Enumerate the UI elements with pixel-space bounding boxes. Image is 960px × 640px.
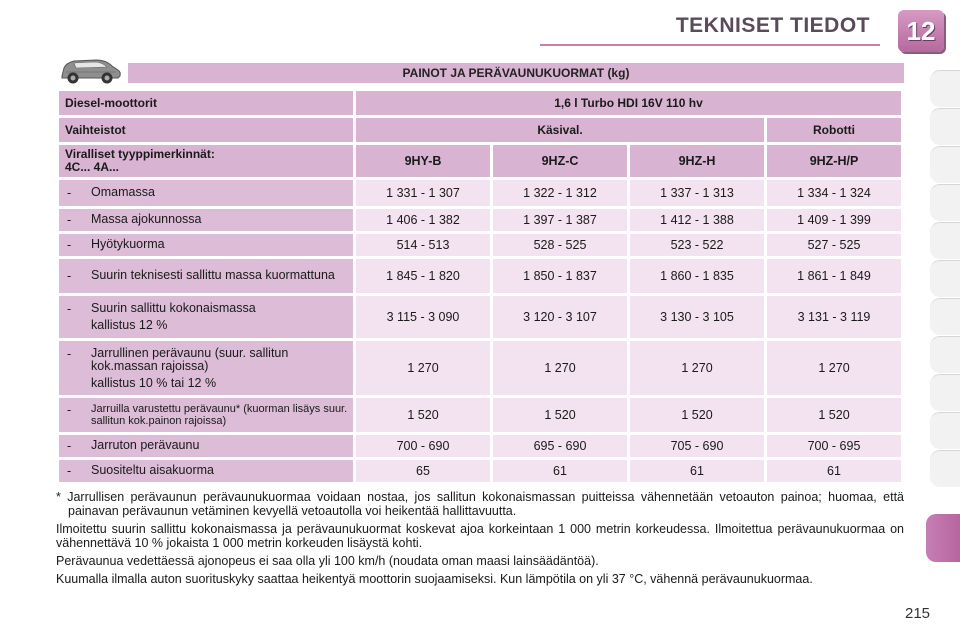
table-cell: 1 409 - 1 399 bbox=[767, 209, 901, 231]
table-cell: 61 bbox=[630, 460, 764, 482]
row-dash: - bbox=[67, 464, 72, 478]
row-label bbox=[59, 259, 353, 293]
row-label-text: Suurin sallittu kokonaismassa bbox=[91, 301, 256, 315]
row-label-text: Suurin teknisesti sallittu massa kuormattuna bbox=[91, 268, 335, 282]
row-label-text: Jarruton perävaunu bbox=[91, 438, 200, 452]
page-title: TEKNISET TIEDOT bbox=[675, 14, 870, 37]
table-row bbox=[59, 234, 901, 256]
row-dash: - bbox=[67, 238, 72, 252]
table-cell: 1 845 - 1 820 bbox=[356, 259, 490, 293]
row-label bbox=[59, 435, 353, 457]
row-dash: - bbox=[67, 346, 72, 361]
row-sub-label: kallistus 10 % tai 12 % bbox=[91, 375, 217, 390]
row-dash: - bbox=[67, 269, 72, 283]
table-cell: 1 270 bbox=[493, 341, 627, 395]
row-dash: - bbox=[67, 439, 72, 453]
table-cell: 1 397 - 1 387 bbox=[493, 209, 627, 231]
table-cell: 527 - 525 bbox=[767, 234, 901, 256]
table-cell: 1 270 bbox=[630, 341, 764, 395]
type-code: 9HY-B bbox=[356, 145, 490, 177]
notes bbox=[56, 490, 904, 590]
table-row bbox=[59, 209, 901, 231]
table-cell: 1 322 - 1 312 bbox=[493, 180, 627, 206]
table-cell: 1 520 bbox=[630, 398, 764, 432]
table-cell: 528 - 525 bbox=[493, 234, 627, 256]
row-label bbox=[59, 209, 353, 231]
engine-label: Diesel-moottorit bbox=[59, 91, 353, 115]
row-label-text: Massa ajokunnossa bbox=[91, 212, 202, 226]
table-cell: 65 bbox=[356, 460, 490, 482]
row-dash: - bbox=[67, 213, 72, 227]
row-label bbox=[59, 234, 353, 256]
type-label bbox=[59, 145, 353, 177]
table-cell: 3 131 - 3 119 bbox=[767, 296, 901, 338]
table-row bbox=[59, 398, 901, 432]
gearbox-row bbox=[59, 118, 901, 142]
table-row bbox=[59, 296, 901, 338]
row-label bbox=[59, 341, 353, 395]
table-cell: 1 331 - 1 307 bbox=[356, 180, 490, 206]
row-label-text: Jarruilla varustettu perävaunu* (kuorman lisäys suur. sallitun kok.painon rajoissa) bbox=[91, 403, 348, 427]
table-row bbox=[59, 259, 901, 293]
table-cell: 3 115 - 3 090 bbox=[356, 296, 490, 338]
chapter-tab[interactable] bbox=[930, 108, 960, 145]
section-title: PAINOT JA PERÄVAUNUKUORMAT (kg) bbox=[128, 63, 904, 83]
chapter-tab[interactable] bbox=[930, 374, 960, 411]
footnote: * Jarrullisen perävaunun perävaunukuormaa voidaan nostaa, jos sallitun kokonaismassan puitteissa vähennetään vetoauton painoa; huomaa, että painavan perävaunun vetäminen kevyellä vetoautolla voi heikentää hallittavuutta. bbox=[56, 490, 904, 518]
chapter-tab[interactable] bbox=[930, 260, 960, 297]
row-dash: - bbox=[67, 302, 72, 316]
header-rule bbox=[540, 44, 880, 46]
chapter-badge: 12 bbox=[898, 10, 944, 52]
table-cell: 1 520 bbox=[767, 398, 901, 432]
table-row bbox=[59, 460, 901, 482]
table-cell: 695 - 690 bbox=[493, 435, 627, 457]
type-label-line1: Viralliset tyyppimerkinnät: bbox=[65, 147, 215, 161]
table-cell: 1 270 bbox=[356, 341, 490, 395]
row-label bbox=[59, 398, 353, 432]
chapter-tab[interactable] bbox=[930, 412, 960, 449]
chapter-tabs bbox=[926, 70, 960, 570]
row-sub-label: kallistus 12 % bbox=[91, 318, 168, 332]
table-cell: 1 520 bbox=[493, 398, 627, 432]
car-icon bbox=[56, 54, 122, 86]
table-cell: 3 120 - 3 107 bbox=[493, 296, 627, 338]
type-code: 9HZ-H bbox=[630, 145, 764, 177]
chapter-tab[interactable] bbox=[930, 298, 960, 335]
table-cell: 1 412 - 1 388 bbox=[630, 209, 764, 231]
table-cell: 523 - 522 bbox=[630, 234, 764, 256]
table-cell: 1 334 - 1 324 bbox=[767, 180, 901, 206]
chapter-tab[interactable] bbox=[930, 70, 960, 107]
table-cell: 1 406 - 1 382 bbox=[356, 209, 490, 231]
chapter-tab[interactable] bbox=[930, 450, 960, 487]
row-label bbox=[59, 460, 353, 482]
row-dash: - bbox=[67, 186, 72, 200]
table-row bbox=[59, 435, 901, 457]
table-cell: 1 270 bbox=[767, 341, 901, 395]
note-heat: Kuumalla ilmalla auton suorituskyky saattaa heikentyä moottorin suojaamiseksi. Kun lämpötila on yli 37 °C, vähennä perävaunukuormaa. bbox=[56, 572, 813, 586]
note-altitude: Ilmoitettu suurin sallittu kokonaismassa ja perävaunukuormat koskevat ajoa korkeintaan 1 000 metrin korkeudessa. Ilmoitettua perävaunukuormaa on vähennettävä 10 % jokaista 1 000 metrin korkeuden lisäystä kohti. bbox=[56, 522, 904, 550]
type-row bbox=[59, 145, 901, 177]
type-label-line2: 4C... 4A... bbox=[65, 160, 120, 174]
chapter-tab[interactable] bbox=[930, 184, 960, 221]
table-cell: 705 - 690 bbox=[630, 435, 764, 457]
table-cell: 1 520 bbox=[356, 398, 490, 432]
table-cell: 700 - 690 bbox=[356, 435, 490, 457]
page-number: 215 bbox=[905, 605, 931, 622]
table-cell: 1 850 - 1 837 bbox=[493, 259, 627, 293]
table-cell: 514 - 513 bbox=[356, 234, 490, 256]
table-row bbox=[59, 180, 901, 206]
chapter-tab[interactable] bbox=[930, 336, 960, 373]
table-cell: 61 bbox=[493, 460, 627, 482]
table-cell: 61 bbox=[767, 460, 901, 482]
row-label bbox=[59, 296, 353, 338]
gearbox-label: Vaihteistot bbox=[59, 118, 353, 142]
weights-table bbox=[56, 88, 904, 485]
row-label-text: Jarrullinen perävaunu (suur. sallitun kok.massan rajoissa) bbox=[91, 345, 289, 373]
table-cell: 700 - 695 bbox=[767, 435, 901, 457]
row-label-text: Omamassa bbox=[91, 185, 155, 199]
table-cell: 3 130 - 3 105 bbox=[630, 296, 764, 338]
chapter-tab[interactable] bbox=[930, 146, 960, 183]
note-speed: Perävaunua vedettäessä ajonopeus ei saa olla yli 100 km/h (noudata oman maasi lainsäädäntöä). bbox=[56, 554, 599, 568]
chapter-tab-active[interactable] bbox=[926, 514, 960, 562]
table-cell: 1 860 - 1 835 bbox=[630, 259, 764, 293]
engine-value: 1,6 l Turbo HDI 16V 110 hv bbox=[356, 91, 901, 115]
type-code: 9HZ-C bbox=[493, 145, 627, 177]
chapter-tab[interactable] bbox=[930, 222, 960, 259]
gearbox-manual: Käsival. bbox=[356, 118, 764, 142]
row-dash: - bbox=[67, 403, 72, 417]
table-row bbox=[59, 341, 901, 395]
row-label-text: Hyötykuorma bbox=[91, 237, 165, 251]
type-code: 9HZ-H/P bbox=[767, 145, 901, 177]
table-cell: 1 337 - 1 313 bbox=[630, 180, 764, 206]
gearbox-robot: Robotti bbox=[767, 118, 901, 142]
row-label-text: Suositeltu aisakuorma bbox=[91, 463, 214, 477]
engine-row bbox=[59, 91, 901, 115]
row-label bbox=[59, 180, 353, 206]
table-cell: 1 861 - 1 849 bbox=[767, 259, 901, 293]
